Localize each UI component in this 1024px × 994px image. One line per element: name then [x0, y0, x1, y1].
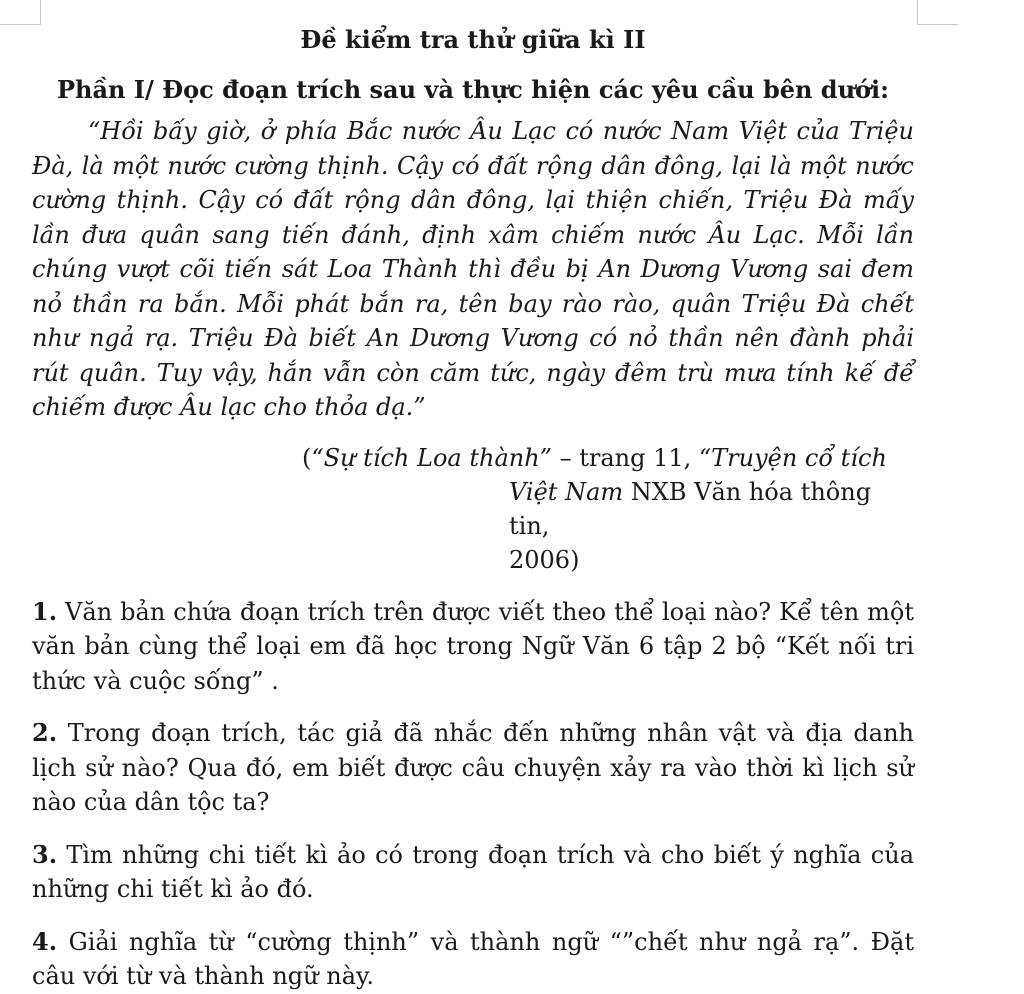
question-1	[32, 595, 914, 699]
citation-book-title-part2: Việt Nam	[509, 477, 624, 506]
citation-line-1	[302, 441, 914, 475]
citation-line-3	[302, 543, 914, 577]
question-2	[32, 716, 914, 820]
reading-passage: “Hồi bấy giờ, ở phía Bắc nước Âu Lạc có nước Nam Việt của Triệu Đà, là một nước cường thịnh. Cậy có đất rộng dân đông, lại là một nước cường thịnh. Cậy có đất rộng dân đông, lại thiện chiến, Triệu Đà mấy lần đưa quân sang tiến đánh, định xâm chiếm nước Âu Lạc. Mỗi lần chúng vượt cõi tiến sát Loa Thành thì đều bị An Dương Vương sai đem nỏ thần ra bắn. Mỗi phát bắn ra, tên bay rào rào, quân Triệu Đà chết như ngả rạ. Triệu Đà biết An Dương Vương có nỏ thần nên đành phải rút quân. Tuy vậy, hắn vẫn còn căm tức, ngày đêm trù mưa tính kế để chiếm được Âu lạc cho thỏa dạ.”	[32, 117, 914, 421]
question-text: Giải nghĩa từ “cường thịnh” và thành ngữ “”chết như ngả rạ”. Đặt câu với từ và thành ngữ này.	[32, 927, 914, 990]
page-corner-mark-right	[917, 0, 958, 25]
document-page	[32, 20, 914, 994]
citation-line-2	[302, 475, 914, 543]
citation-page-ref: – trang 11,	[551, 443, 699, 472]
question-number: 4.	[32, 926, 58, 956]
question-number: 1.	[32, 596, 58, 626]
question-number: 3.	[32, 839, 58, 869]
citation-publisher: NXB Văn hóa thông tin,	[509, 477, 872, 540]
question-4	[32, 925, 914, 994]
question-text: Trong đoạn trích, tác giả đã nhắc đến những nhân vật và địa danh lịch sử nào? Qua đó, em biết được câu chuyện xảy ra vào thời kì lịch sử nào của dân tộc ta?	[32, 719, 914, 816]
citation-open-paren: (	[302, 443, 312, 472]
citation	[32, 441, 914, 577]
document-title: Đề kiểm tra thử giữa kì II	[300, 25, 646, 54]
question-number: 2.	[32, 718, 58, 747]
question-3	[32, 838, 914, 907]
question-text: Tìm những chi tiết kì ảo có trong đoạn trích và cho biết ý nghĩa của những chi tiết kì ảo đó.	[32, 840, 914, 903]
citation-story-title: “Sự tích Loa thành”	[311, 443, 552, 472]
question-text: Văn bản chứa đoạn trích trên được viết theo thể loại nào? Kể tên một văn bản cùng thể loại em đã học trong Ngữ Văn 6 tập 2 bộ “Kết nối tri thức và cuộc sống” .	[32, 597, 914, 695]
citation-year: 2006)	[509, 545, 580, 574]
section-heading: Phần I/ Đọc đoạn trích sau và thực hiện các yêu cầu bên dưới:	[56, 75, 890, 104]
citation-book-title-part1: “Truyện cổ tích	[698, 443, 887, 472]
